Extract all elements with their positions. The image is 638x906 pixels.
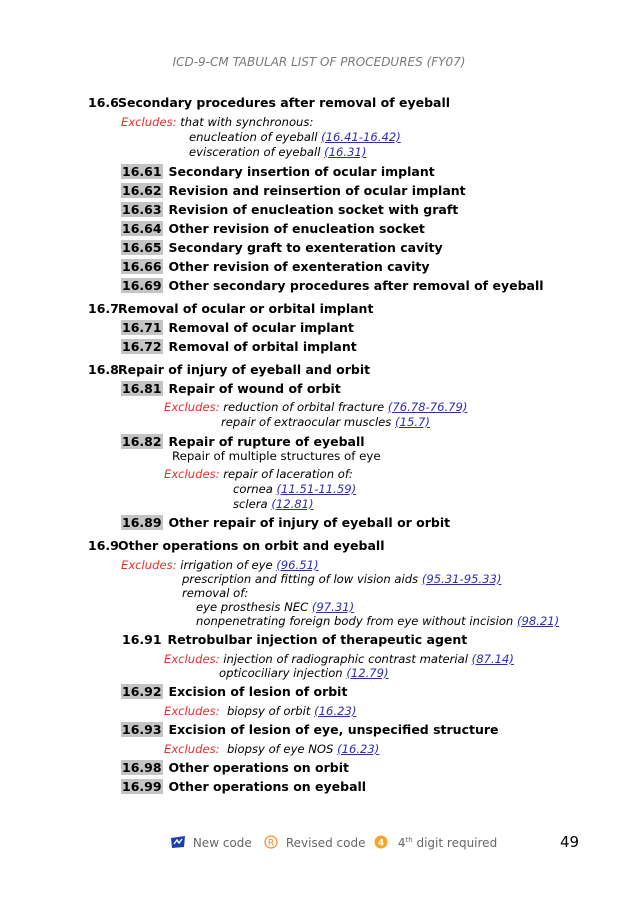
excludes-label: Excludes: [164,652,220,666]
excludes-line-text: biopsy of eye NOS [226,742,334,756]
section-title: Secondary procedures after removal of eyeball [118,95,451,110]
excludes-line-text: repair of laceration of: [223,467,353,481]
subcode-16-92 [121,684,347,699]
excludes-line [196,614,559,628]
code-label: 16.62 [122,183,162,198]
subcode-16-93 [121,722,499,737]
legend-fourth-digit [374,835,497,850]
code-title: Revision of enucleation socket with graft [168,202,459,217]
code-label: 16.63 [122,202,162,217]
legend-fourth-number: 4 [397,836,406,850]
excludes-line [189,145,366,159]
excludes-line-text: injection of radiographic contrast material [223,652,468,666]
excludes-note [164,652,514,666]
code-reference-link[interactable]: (76.78-76.79) [387,400,468,414]
subcode-16-81 [121,381,341,396]
code-title: Secondary insertion of ocular implant [168,164,435,179]
code-label: 16.92 [122,684,162,699]
subcode-16-64 [121,221,425,236]
code-reference-link[interactable]: (95.31-95.33) [421,572,502,586]
subcode-16-66 [121,259,430,274]
fourth-digit-icon [374,835,388,849]
subcode-16-65 [121,240,443,255]
subcode-16-72 [121,339,357,354]
new-code-icon [170,835,186,849]
subcode-16-91 [122,632,467,647]
excludes-label: Excludes: [164,400,220,414]
code-title: Other secondary procedures after removal of eyeball [168,278,544,293]
code-reference-link[interactable]: (16.23) [314,704,357,718]
legend-superscript: th [405,836,413,844]
code-title: Removal of orbital implant [168,339,357,354]
code-label: 16.93 [122,722,162,737]
code-reference-link[interactable]: (12.81) [271,497,314,511]
code-title: Retrobulbar injection of therapeutic agent [167,632,468,647]
excludes-line-text: opticociliary injection [219,666,343,680]
code-reference-link[interactable]: (15.7) [395,415,430,429]
revised-code-icon [264,835,278,849]
code-label: 16.72 [122,339,162,354]
code-title: Repair of rupture of eyeball [168,434,365,449]
excludes-line-text: nonpenetrating foreign body from eye without incision [196,614,514,628]
code-reference-link[interactable]: (11.51-11.59) [276,482,357,496]
code-reference-link[interactable]: (97.31) [311,600,355,614]
subcode-16-82 [121,434,365,449]
legend-label: Revised code [285,836,366,850]
excludes-line [219,666,389,680]
excludes-line [233,482,356,496]
subcode-16-62 [121,183,466,198]
excludes-line [182,572,501,586]
section-16-9 [88,538,385,553]
code-label: 16.81 [122,381,162,396]
code-label: 16.71 [122,320,162,335]
page-header: ICD-9-CM TABULAR LIST OF PROCEDURES (FY07) [172,55,466,69]
section-16-8 [88,362,370,377]
code-label: 16.66 [122,259,162,274]
code-title: Revision and reinsertion of ocular implant [168,183,466,198]
code-title: Other operations on orbit [168,760,349,775]
section-16-7 [88,301,373,316]
code-label: 16.98 [122,760,162,775]
code-reference-link[interactable]: (16.41-16.42) [321,130,401,144]
excludes-line [196,600,354,614]
code-label: 16.64 [122,221,162,236]
code-title: Other operations on eyeball [168,779,367,794]
excludes-line-text: evisceration of eyeball [189,145,321,159]
code-label: 16.89 [122,515,162,530]
excludes-line-text: sclera [233,497,268,511]
excludes-label: Excludes: [121,115,177,129]
section-title: Other operations on orbit and eyeball [118,538,385,553]
excludes-line-text: repair of extraocular muscles [221,415,392,429]
excludes-note [121,115,313,129]
fourth-symbol: 4 [377,838,385,849]
code-title: Other repair of injury of eyeball or orbit [168,515,451,530]
code-reference-link[interactable]: (16.23) [337,742,380,756]
section-title: Removal of ocular or orbital implant [118,301,374,316]
excludes-line [221,415,430,429]
code-reference-link[interactable]: (96.51) [276,558,319,572]
code-title: Other revision of enucleation socket [168,221,425,236]
section-code: 16.6 [88,95,119,110]
subcode-16-69 [121,278,544,293]
code-label: 16.65 [122,240,162,255]
legend-revised-code [264,835,365,850]
page-number: 49 [560,833,580,851]
code-title: Excision of lesion of orbit [168,684,348,699]
excludes-line-text: biopsy of orbit [226,704,311,718]
excludes-label: Excludes: [121,558,177,572]
legend-label: New code [192,836,252,850]
code-title: Other revision of exenteration cavity [168,259,430,274]
code-reference-link[interactable]: (16.31) [324,145,367,159]
excludes-line [233,497,314,511]
code-title: Repair of wound of orbit [168,381,341,396]
code-reference-link[interactable]: (87.14) [471,652,514,666]
excludes-note [164,400,467,414]
excludes-line-text: reduction of orbital fracture [223,400,385,414]
code-title: Excision of lesion of eye, unspecified structure [168,722,499,737]
code-label: 16.82 [122,434,162,449]
excludes-note [164,742,379,756]
excludes-note [164,467,353,481]
excludes-line-text: eye prosthesis NEC [196,600,309,614]
code-title: Secondary graft to exenteration cavity [168,240,443,255]
code-reference-link[interactable]: (98.21) [516,614,560,628]
excludes-label: Excludes: [164,704,220,718]
code-label: 16.91 [122,632,162,647]
excludes-label: Excludes: [164,742,220,756]
excludes-note [164,704,356,718]
code-label: 16.69 [122,278,162,293]
legend-label: digit required [416,836,498,850]
section-title: Repair of injury of eyeball and orbit [118,362,371,377]
code-label: 16.61 [122,164,162,179]
excludes-line-text: cornea [233,482,273,496]
subcode-16-71 [121,320,354,335]
excludes-line-text: removal of: [182,586,249,600]
code-title: Removal of ocular implant [168,320,354,335]
subcode-16-63 [121,202,458,217]
excludes-text: that with synchronous: [180,115,314,129]
section-16-6 [88,95,450,110]
excludes-line-text: enucleation of eyeball [189,130,318,144]
excludes-line-text: irrigation of eye [180,558,273,572]
section-code: 16.9 [88,538,119,553]
subcode-16-98 [121,760,349,775]
code-reference-link[interactable]: (12.79) [346,666,389,680]
subcode-16-61 [121,164,435,179]
subcode-16-99 [121,779,366,794]
excludes-label: Excludes: [164,467,220,481]
subcode-16-89 [121,515,450,530]
excludes-line [182,586,248,600]
section-code: 16.7 [88,301,119,316]
legend-new-code [170,835,252,850]
inclusion-note: Repair of multiple structures of eye [172,449,381,463]
section-code: 16.8 [88,362,119,377]
excludes-line [189,130,401,144]
revised-symbol: R [267,838,275,849]
code-label: 16.99 [122,779,162,794]
excludes-line-text: prescription and fitting of low vision aids [182,572,419,586]
excludes-note [121,558,319,572]
